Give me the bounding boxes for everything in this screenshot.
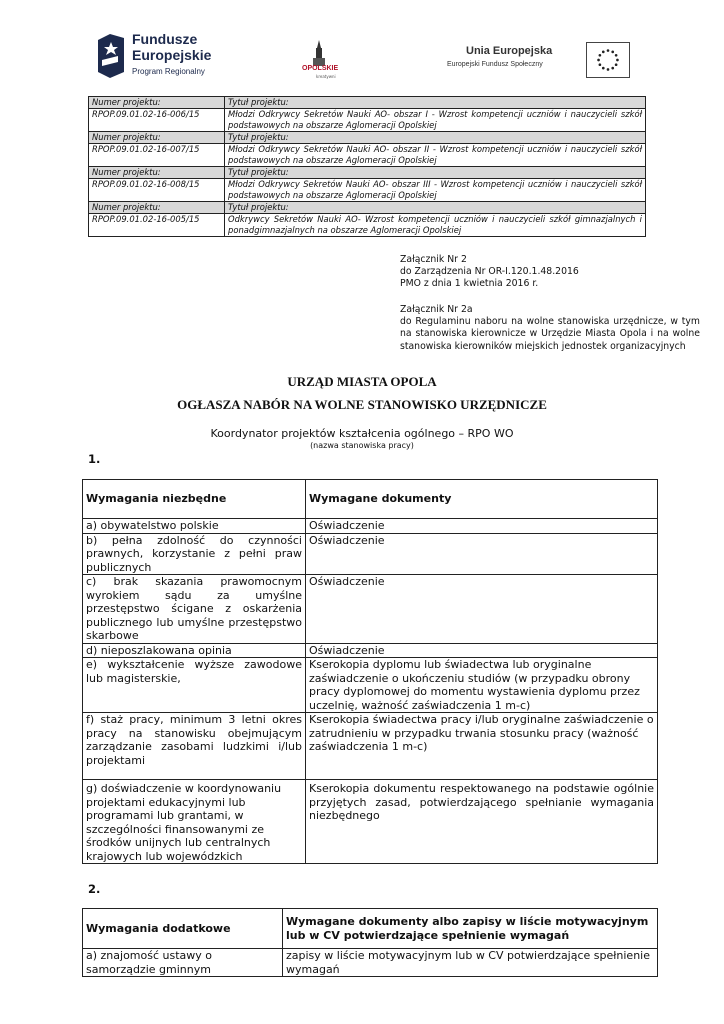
requirement-cell: g) doświadczenie w koordynowaniu projektami edukacyjnymi lub programami lub grantami, w szczególności finansowanymi ze środków unijnych lub centralnych krajowych lub wojewódzkich: [83, 780, 306, 864]
announcement-title: OGŁASZA NABÓR NA WOLNE STANOWISKO URZĘDNICZE: [177, 397, 547, 412]
project-header-row: [89, 97, 646, 109]
table-row: [83, 575, 658, 644]
eu-logo: [447, 42, 628, 80]
fe-logo-line2: Europejskie: [132, 47, 212, 63]
annex2-heading: Załącznik Nr 2a: [400, 304, 473, 315]
document-cell: Oświadczenie: [306, 533, 658, 575]
project-header-row: [89, 132, 646, 144]
fe-logo-line1: Fundusze: [132, 31, 198, 47]
project-row: [89, 214, 646, 237]
position-name: Koordynator projektów kształcenia ogólnego – RPO WO: [210, 427, 514, 440]
requirement-cell: f) staż pracy, minimum 3 letni okres pracy na stanowisku obejmującym zarządzanie zasobami ludzkimi i/lub projektami: [83, 713, 306, 780]
project-title: Młodzi Odkrywcy Sekretów Nauki AO- obszar I - Wzrost kompetencji uczniów i nauczycieli szkół podstawowych na obszarze Aglomeracji Opolskiej: [225, 109, 646, 132]
header-requirements: Wymagania niezbędne: [83, 480, 306, 519]
project-title: Odkrywcy Sekretów Nauki AO- Wzrost kompetencji uczniów i nauczycieli szkół gimnazjalnych i ponadgimnazjalnych na obszarze Aglomeracji Opolskiej: [225, 214, 646, 237]
document-cell: zapisy w liście motywacyjnym lub w CV potwierdzające spełnienie wymagań: [283, 949, 658, 977]
fe-star-logo-icon: [96, 32, 126, 78]
position-hint: (nazwa stanowiska pracy): [310, 441, 414, 450]
annex-line2: do Zarządzenia Nr OR-I.120.1.48.2016: [400, 266, 579, 277]
opolskie-logo-sub: kreatywni: [316, 74, 336, 79]
requirement-cell: b) pełna zdolność do czynności prawnych, korzystanie z pełni praw publicznych: [83, 533, 306, 575]
project-title-label: Tytuł projektu:: [225, 167, 646, 179]
required-qualifications-table: [82, 479, 658, 864]
document-cell: Kserokopia dyplomu lub świadectwa lub oryginalne zaświadczenie o ukończeniu studiów (w przypadku obrony pracy dyplomowej do momentu wystawienia dyplomu przez uczelnię, ważność zaświadczenia 1 m-c): [306, 658, 658, 713]
project-row: [89, 144, 646, 167]
table-row: [83, 949, 658, 977]
opolskie-logo: [296, 40, 366, 82]
table-row: [83, 519, 658, 534]
project-number: RPOP.09.01.02-16-008/15: [89, 179, 225, 202]
document-cell: Oświadczenie: [306, 575, 658, 644]
document-cell: Oświadczenie: [306, 643, 658, 658]
project-title: Młodzi Odkrywcy Sekretów Nauki AO- obszar II - Wzrost kompetencji uczniów i nauczycieli szkół podstawowych na obszarze Aglomeracji Opolskiej: [225, 144, 646, 167]
requirement-cell: a) obywatelstwo polskie: [83, 519, 306, 534]
eu-logo-line1: Unia Europejska: [466, 45, 553, 57]
fundusze-europejskie-logo: [96, 30, 246, 82]
section1-number: 1.: [88, 452, 101, 466]
project-row: [89, 179, 646, 202]
project-title-label: Tytuł projektu:: [225, 202, 646, 214]
requirement-cell: c) brak skazania prawomocnym wyrokiem sądu za umyślne przestępstwo ścigane z oskarżenia publicznego lub umyślne przestępstwo skarbowe: [83, 575, 306, 644]
annex-line1: Załącznik Nr 2: [400, 254, 467, 265]
project-title: Młodzi Odkrywcy Sekretów Nauki AO- obszar III - Wzrost kompetencji uczniów i nauczycieli szkół podstawowych na obszarze Aglomeracji Opolskiej: [225, 179, 646, 202]
table-header-row: [83, 909, 658, 949]
project-number: RPOP.09.01.02-16-006/15: [89, 109, 225, 132]
requirement-cell: d) nieposzlakowana opinia: [83, 643, 306, 658]
header-documents: Wymagane dokumenty albo zapisy w liście motywacyjnym lub w CV potwierdzające spełnienie wymagań: [283, 909, 658, 949]
opolskie-logo-name: OPOLSKIE: [302, 65, 339, 72]
table-row: [83, 780, 658, 864]
table-row: [83, 658, 658, 713]
project-row: [89, 109, 646, 132]
table-row: [83, 713, 658, 780]
requirement-cell: e) wykształcenie wyższe zawodowe lub magisterskie,: [83, 658, 306, 713]
project-number: RPOP.09.01.02-16-005/15: [89, 214, 225, 237]
eu-flag-icon: [586, 42, 630, 78]
additional-qualifications-table: [82, 908, 658, 977]
project-number-label: Numer projektu:: [89, 167, 225, 179]
table-row: [83, 643, 658, 658]
annex2-text: do Regulaminu naboru na wolne stanowiska urzędnicze, w tym na stanowiska kierownicze w Urzędzie Miasta Opola i na wolne stanowiska kierowników miejskich jednostek organizacyjnych: [400, 316, 700, 352]
document-cell: Kserokopia świadectwa pracy i/lub oryginalne zaświadczenie o zatrudnieniu w przypadku trwania stosunku pracy (ważność zaświadczenia 1 m-c): [306, 713, 658, 780]
project-title-label: Tytuł projektu:: [225, 132, 646, 144]
projects-table: [88, 96, 646, 237]
annex-line3: PMO z dnia 1 kwietnia 2016 r.: [400, 278, 539, 289]
project-number-label: Numer projektu:: [89, 132, 225, 144]
header-documents: Wymagane dokumenty: [306, 480, 658, 519]
project-header-row: [89, 167, 646, 179]
project-title-label: Tytuł projektu:: [225, 97, 646, 109]
project-header-row: [89, 202, 646, 214]
project-number-label: Numer projektu:: [89, 202, 225, 214]
header-requirements: Wymagania dodatkowe: [83, 909, 283, 949]
project-number-label: Numer projektu:: [89, 97, 225, 109]
requirement-cell: a) znajomość ustawy o samorządzie gminnym: [83, 949, 283, 977]
table-header-row: [83, 480, 658, 519]
fe-logo-line3: Program Regionalny: [132, 67, 205, 76]
office-title: URZĄD MIASTA OPOLA: [287, 374, 437, 389]
section2-number: 2.: [88, 882, 101, 896]
document-cell: Oświadczenie: [306, 519, 658, 534]
project-number: RPOP.09.01.02-16-007/15: [89, 144, 225, 167]
document-cell: Kserokopia dokumentu respektowanego na podstawie ogólnie przyjętych zasad, potwierdzającego spełnianie wymagania niezbędnego: [306, 780, 658, 864]
table-row: [83, 533, 658, 575]
eu-logo-line2: Europejski Fundusz Społeczny: [447, 61, 543, 68]
